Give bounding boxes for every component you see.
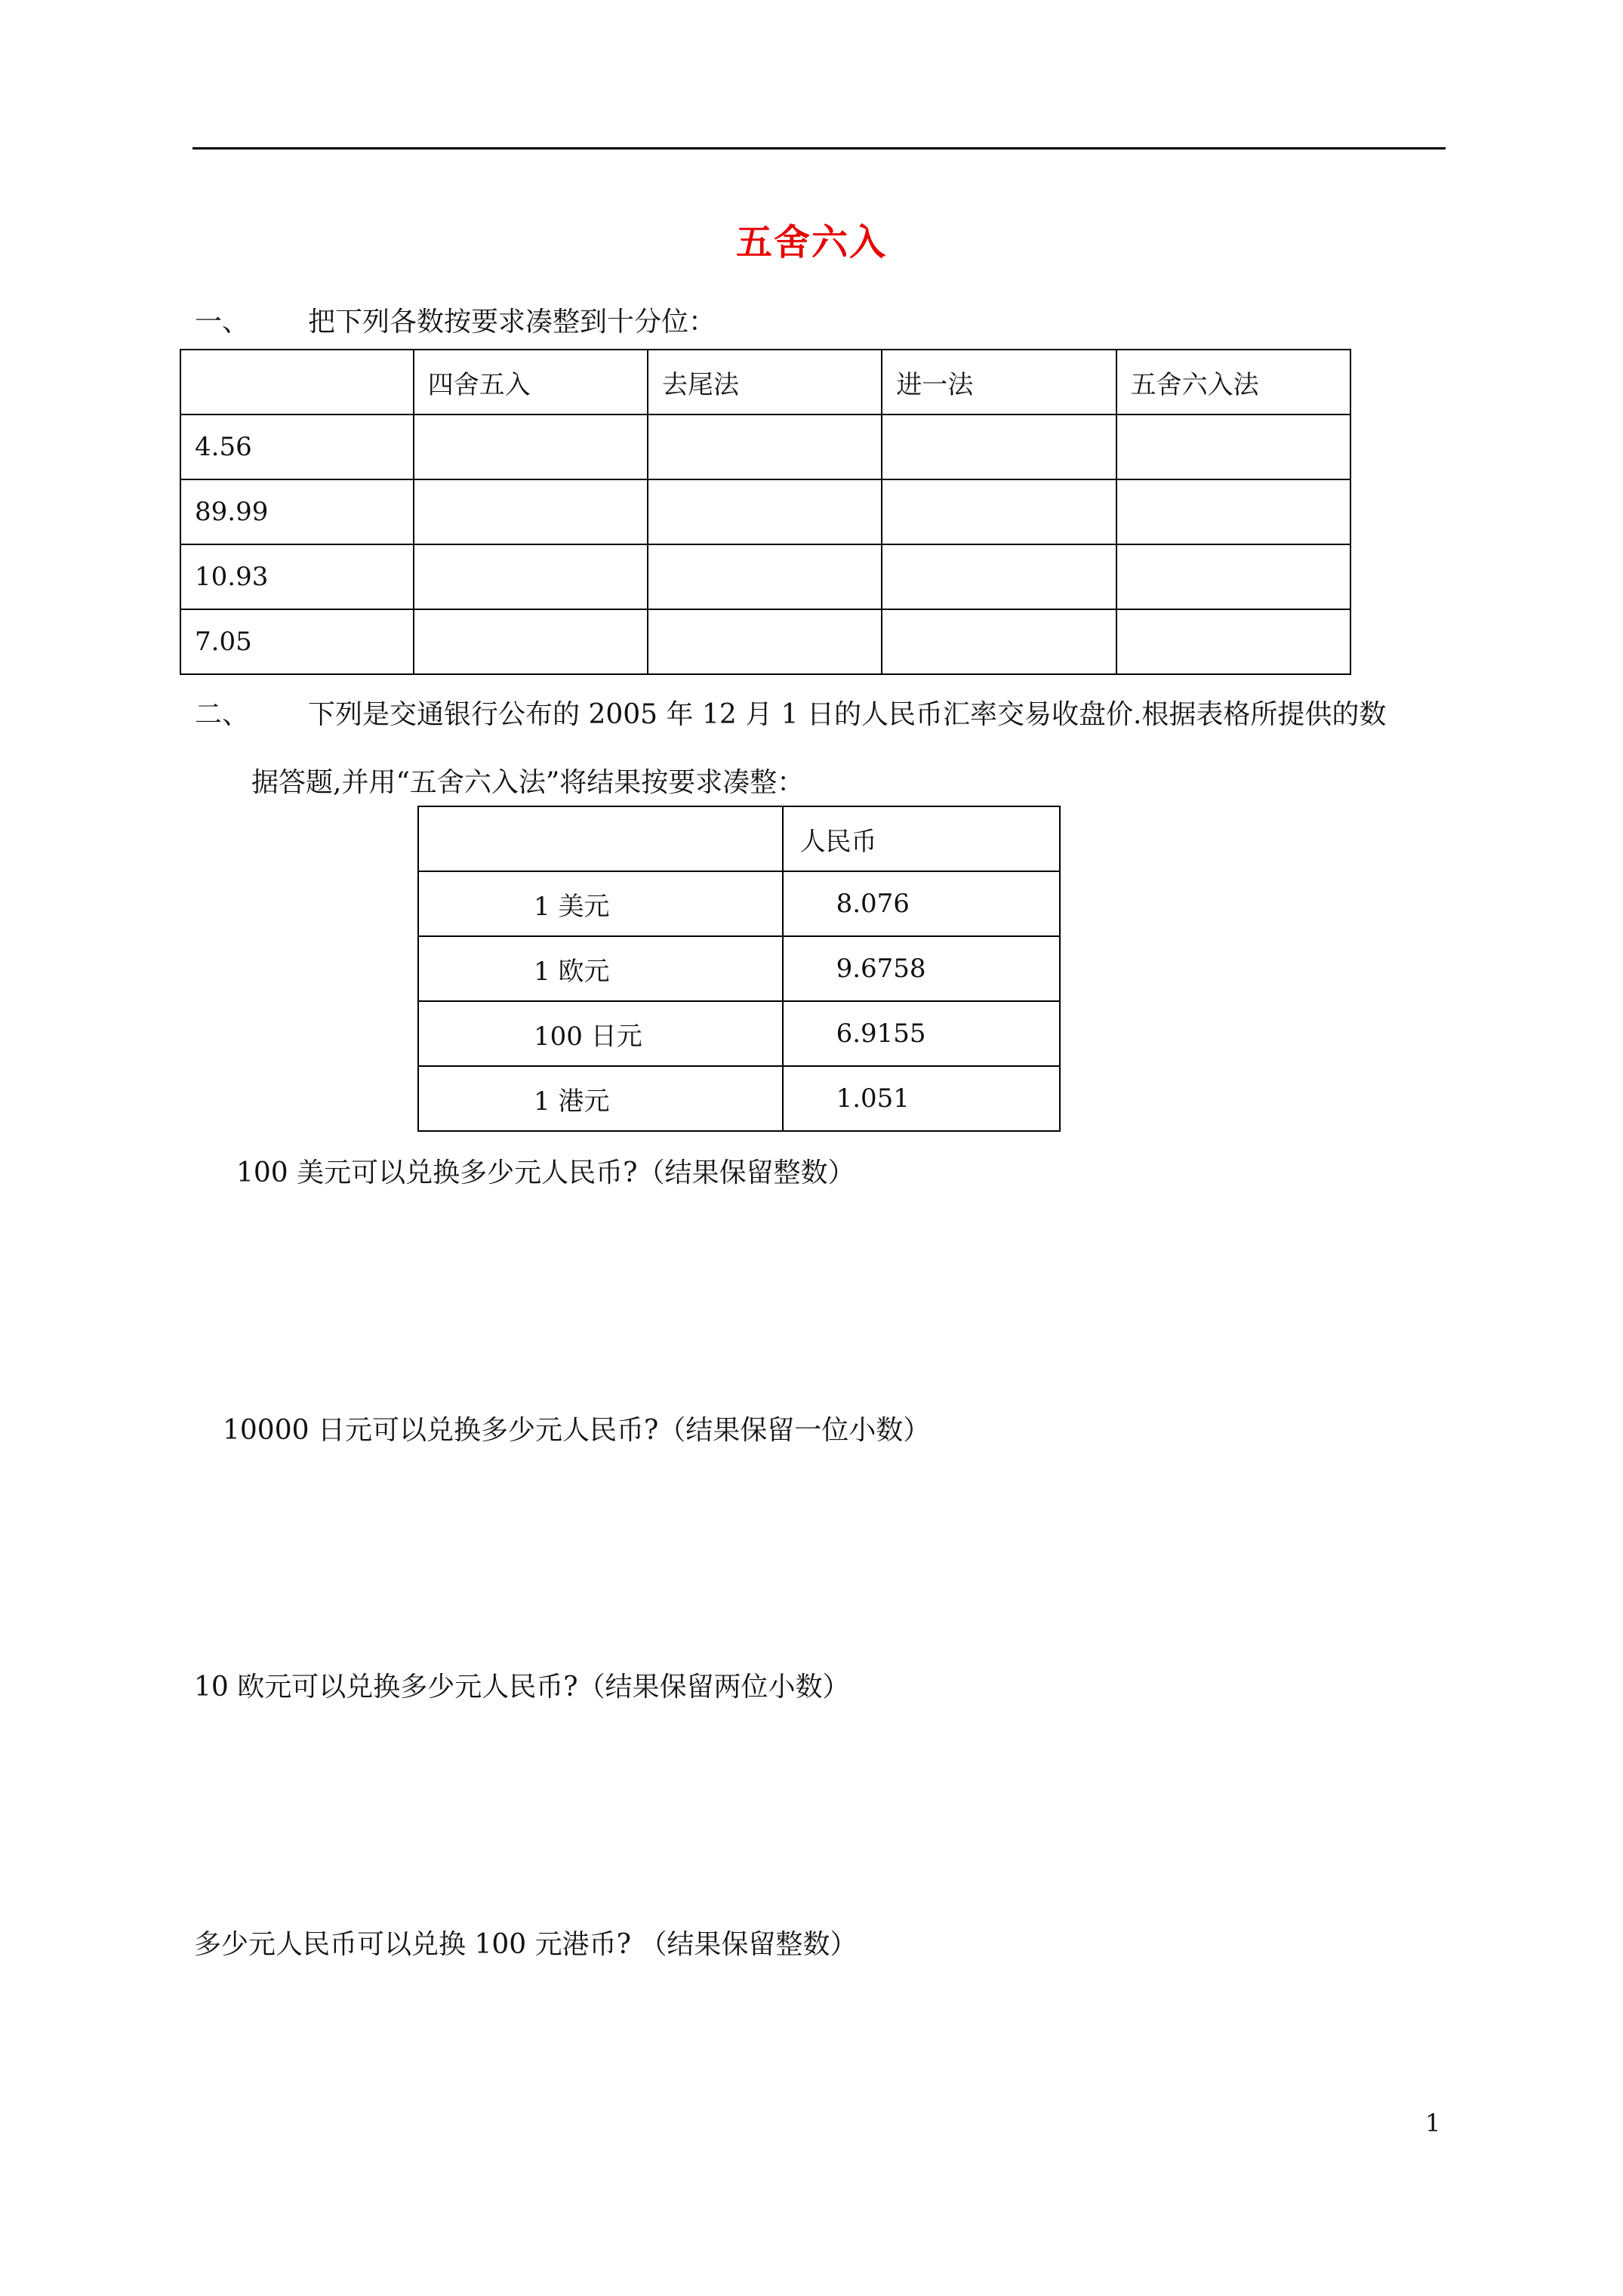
table-row — [180, 415, 1350, 479]
table-row — [418, 1001, 1060, 1066]
answer-cell[interactable] — [414, 544, 648, 609]
table-header-cell — [418, 806, 783, 871]
currency-label: 1 港元 — [418, 1066, 783, 1131]
row-label: 7.05 — [180, 609, 414, 674]
answer-cell[interactable] — [414, 609, 648, 674]
table-row — [418, 936, 1060, 1001]
table-header-cell — [180, 350, 414, 415]
currency-label: 1 美元 — [418, 871, 783, 936]
rate-value: 6.9155 — [783, 1001, 1060, 1066]
question-2: 10000 日元可以兑换多少元人民币?（结果保留一位小数） — [223, 1415, 931, 1446]
table-header-cell: 四舍五入 — [414, 350, 648, 415]
table-row — [418, 871, 1060, 936]
section-1-number: 一、 — [195, 307, 250, 337]
answer-cell[interactable] — [648, 479, 882, 544]
page-number: 1 — [1425, 2109, 1441, 2137]
section-1-text: 把下列各数按要求凑整到十分位： — [308, 307, 716, 337]
row-label: 4.56 — [180, 415, 414, 479]
rate-value: 1.051 — [783, 1066, 1060, 1131]
answer-cell[interactable] — [882, 415, 1116, 479]
answer-cell[interactable] — [414, 415, 648, 479]
answer-cell[interactable] — [648, 609, 882, 674]
answer-cell[interactable] — [1116, 609, 1350, 674]
row-label: 10.93 — [180, 544, 414, 609]
rate-value: 9.6758 — [783, 936, 1060, 1001]
answer-cell[interactable] — [882, 609, 1116, 674]
table-row — [180, 609, 1350, 674]
table-header-cell: 人民币 — [783, 806, 1060, 871]
table-header-row — [418, 806, 1060, 871]
answer-cell[interactable] — [882, 479, 1116, 544]
table-row — [418, 1066, 1060, 1131]
answer-cell[interactable] — [1116, 544, 1350, 609]
header-rule — [192, 147, 1446, 149]
currency-label: 1 欧元 — [418, 936, 783, 1001]
answer-cell[interactable] — [1116, 415, 1350, 479]
rounding-table — [180, 349, 1351, 675]
table-row — [180, 544, 1350, 609]
table-header-row — [180, 350, 1350, 415]
section-2-heading — [195, 693, 1386, 732]
answer-cell[interactable] — [648, 415, 882, 479]
section-2-number: 二、 — [195, 699, 250, 730]
answer-cell[interactable] — [648, 544, 882, 609]
row-label: 89.99 — [180, 479, 414, 544]
answer-cell[interactable] — [414, 479, 648, 544]
section-2-line2: 据答题,并用“五舍六入法”将结果按要求凑整： — [251, 767, 805, 798]
question-4: 多少元人民币可以兑换 100 元港币? （结果保留整数） — [194, 1929, 858, 1960]
currency-label: 100 日元 — [418, 1001, 783, 1066]
question-1: 100 美元可以兑换多少元人民币?（结果保留整数） — [236, 1157, 855, 1188]
section-1-heading — [195, 300, 716, 339]
answer-cell[interactable] — [1116, 479, 1350, 544]
page-title: 五舍六入 — [735, 221, 887, 264]
table-header-cell: 去尾法 — [648, 350, 882, 415]
answer-cell[interactable] — [882, 544, 1116, 609]
table-header-cell: 进一法 — [882, 350, 1116, 415]
question-3: 10 欧元可以兑换多少元人民币?（结果保留两位小数） — [194, 1672, 850, 1703]
table-row — [180, 479, 1350, 544]
exchange-rate-table — [417, 806, 1061, 1132]
table-header-cell: 五舍六入法 — [1116, 350, 1350, 415]
rate-value: 8.076 — [783, 871, 1060, 936]
section-2-line1: 下列是交通银行公布的 2005 年 12 月 1 日的人民币汇率交易收盘价.根据表格所提供的数 — [308, 699, 1387, 730]
